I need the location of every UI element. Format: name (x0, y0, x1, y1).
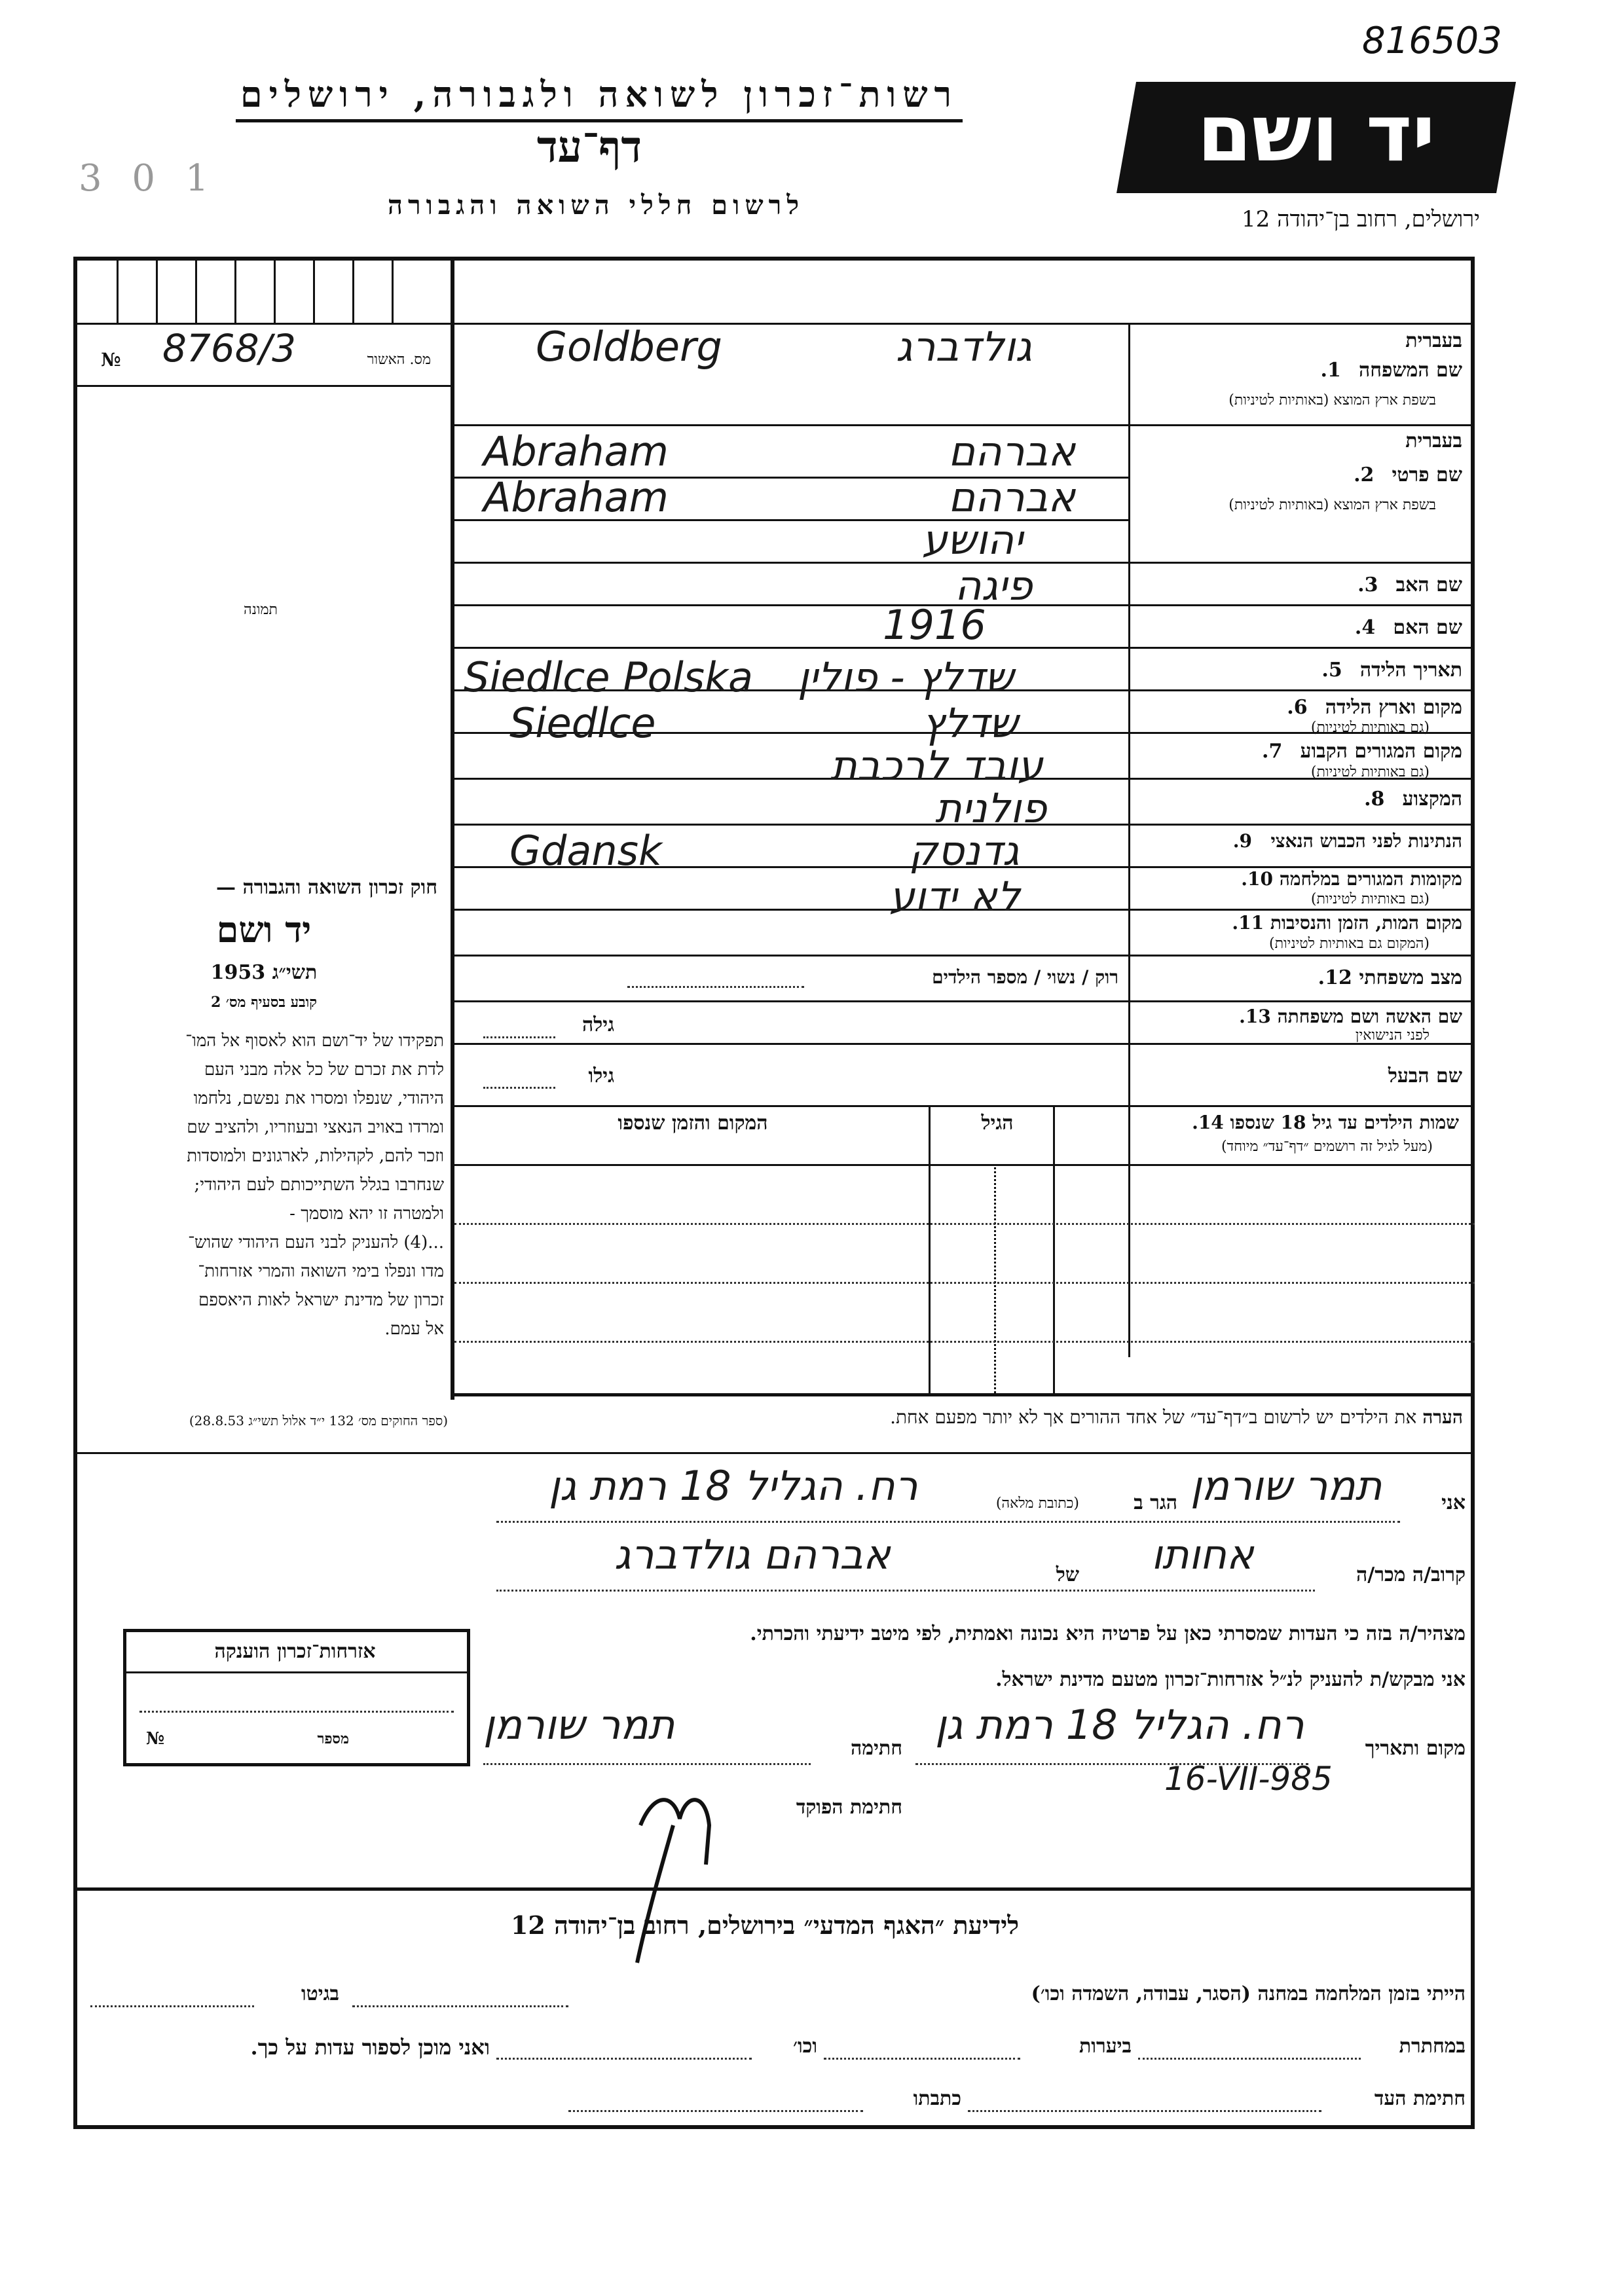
page-subtitle: לרשום חללי השואה והגבורה (387, 190, 805, 221)
footer-ghetto-label: בגיטו (301, 1982, 339, 2005)
law-title: חוק זכרון השואה והגבורה — (216, 876, 437, 899)
approval-no-sign: № (101, 349, 121, 371)
field-10-label: מקומות המגורים במלחמה 10. (1241, 868, 1462, 890)
marital-options: רוק / נשוי / מספר הילדים (932, 966, 1118, 988)
children-age-header: הגיל (981, 1112, 1014, 1135)
declarant-signature: תמר שורמן (483, 1701, 675, 1749)
wartime-residence-hebrew: גדנסק (909, 827, 1020, 875)
law-source: (ספר החוקים מס׳ 132 י״ד אלול תשי״ג 28.8.53) (189, 1413, 448, 1429)
relation-value: אחותו (1151, 1531, 1254, 1578)
declarant-name: תמר שורמן (1190, 1462, 1382, 1510)
field-13-sub: לפני הנישואין (1355, 1027, 1430, 1044)
law-clause: קובע בסעיף מס׳ 2 (210, 994, 318, 1011)
field-1-sub: בשפת ארץ המוצא (באותיות לטיניות) (1228, 392, 1436, 409)
page-title: דף־עד (536, 121, 642, 172)
place-date-label: מקום ותאריך (1365, 1737, 1466, 1760)
approval-number: 8768/3 (162, 326, 297, 371)
declaration-statement: מצהיר/ה בזה כי העדות שמסרתי כאן על פרטיה היא נכונה ואמתית, לפי מיטב ידיעתי והכרתי. (750, 1622, 1466, 1645)
husband-age-label: גילו (588, 1065, 614, 1087)
children-place-header: המקום והזמן שנספו (618, 1112, 768, 1135)
first-name-latin: Abraham (483, 428, 669, 475)
birthplace-latin: Siedlce Polska (464, 653, 753, 701)
footer-etc-label: וכו׳ (793, 2035, 817, 2058)
authority-heading: רשות־זכרון לשואה ולגבורה, ירושלים (236, 73, 963, 122)
declarant-address: רח. הגליל 18 רמת גן (549, 1462, 918, 1510)
field-10-sub: (גם באותיות לטיניות) (1310, 891, 1430, 907)
signature-label: חתימה (851, 1737, 902, 1760)
footer-testimony-label: ואני מוכן לספור עדות על כך. (250, 2035, 490, 2060)
field-7-label: מקום המגורים הקבוע 7. (1262, 740, 1462, 763)
field-14-label: שמות הילדים עד גיל 18 שנספו 14. (1192, 1112, 1459, 1133)
date-value: 16-VII-985 (1164, 1760, 1333, 1798)
footer-underground-label: במחתרת (1399, 2035, 1466, 2058)
victim-name: אברהם גולדברג (614, 1531, 891, 1578)
wife-age-label: גילה (581, 1013, 614, 1036)
field-4-label: שם האם 4. (1354, 616, 1462, 639)
field-9-label: הנתינות לפני הכבוש הנאצי 9. (1232, 830, 1462, 852)
residing-label: הגר ב (1134, 1491, 1177, 1514)
footer-forests-label: ביערות (1079, 2035, 1132, 2058)
testimony-form (73, 257, 1475, 2129)
citizenship-title: אזרחות־זכרון הוענקה (214, 1640, 376, 1663)
first-name-hebrew: אברהם (948, 428, 1075, 475)
father-name: יהושע (922, 516, 1024, 564)
husband-label: שם הבעל (1388, 1065, 1462, 1087)
field-3-label: שם האב 3. (1357, 574, 1462, 596)
residence-latin: Siedlce (509, 699, 656, 747)
children-note: הערה את הילדים יש לרשום ב״דף־עד״ של אחד ההורים אך לא יותר מפעם אחת. (890, 1406, 1463, 1428)
photo-label: תמונה (244, 602, 278, 618)
law-name: יד ושם (216, 909, 312, 951)
institution-address: ירושלים, רחוב בן־יהודה 12 (1242, 206, 1480, 232)
approval-label: מס. האשור (367, 352, 431, 368)
law-year: תשי״ג 1953 (210, 961, 318, 984)
of-label: של (1056, 1563, 1079, 1586)
field-5-label: תאריך הלידה 5. (1321, 659, 1462, 682)
field-2-hebrew-tag: בעברית (1405, 429, 1462, 452)
field-6-sub: (גם באותיות לטיניות) (1310, 720, 1430, 736)
residence-hebrew: שדלץ (922, 699, 1018, 747)
field-8-label: המקצוע 8. (1364, 788, 1462, 811)
footer-address-label: כתבתו (913, 2087, 961, 2110)
first-name-hebrew-2: אברהם (948, 473, 1075, 521)
footer-witness-signature-label: חתימת העד (1374, 2087, 1466, 2110)
first-name-latin-2: Abraham (483, 473, 669, 521)
field-13-label: שם האשה ושם משפחתה 13. (1239, 1006, 1462, 1027)
field-1-hebrew-tag: בעברית (1405, 329, 1462, 352)
birthplace-hebrew: שדלץ - פולין (798, 653, 1014, 701)
law-text: תפקידו של יד־ושם הוא לאסוף אל המו־ לדת את זכרם של כל אלה מבני העם היהודי, שנפלו ומסרו את נפשם, נלחמו ומרדו באויב הנאצי ובעוזריו, ולהציב שם וזכר להם, לקהילות, לארגונים ולמוסדות שנחרבו בגלל השתייכותם לעם היהודי; ולמטרה זו יהא מוסמך - ...(4) להעניק לבני העם היהודי שהוש־ מדו ונפלו בימי השואה והמרי אזרחות־ זכרון של מדינת ישראל לאות היאספם אל עמם. (185, 1031, 444, 1339)
birth-date: 1916 (883, 601, 986, 649)
field-2-label: שם פרטי 2. (1354, 464, 1462, 486)
residing-sub: (כתובת מלאה) (995, 1495, 1079, 1512)
surname-latin: Goldberg (536, 323, 722, 371)
declaration-request: אני מבקש/ת להעניק לנ״ל אזרחות־זכרון מטעם מדינת ישראל. (995, 1668, 1466, 1691)
field-2-sub: בשפת ארץ המוצא (באותיות לטיניות) (1228, 497, 1436, 513)
death-place: לא ידוע (889, 873, 1020, 920)
surname-hebrew: גולדברג (896, 323, 1032, 371)
archive-stamp: 3 0 1 (79, 157, 218, 200)
field-12-label: מצב משפחתי 12. (1318, 966, 1462, 989)
footer-camp-label: הייתי בזמן המלחמה במחנה (הסגר, עבודה, השמדה וכו׳) (1031, 1982, 1466, 2005)
mother-name: פיגה (955, 562, 1033, 610)
place-value: רח. הגליל 18 רמת גן (935, 1701, 1304, 1749)
wartime-residence-latin: Gdansk (509, 827, 662, 875)
field-11-label: מקום המות, הזמן והנסיבות 11. (1232, 912, 1462, 934)
nationality: פולנית (935, 784, 1047, 832)
field-11-sub: (המקום גם באותיות לטיניות) (1269, 936, 1430, 952)
relation-label: קרוב/ה מכר/ה (1356, 1563, 1466, 1586)
field-14-sub: (מעל לגיל זה רושמים ״דף־עד״ מיוחד) (1221, 1139, 1433, 1155)
footer-title: לידיעת ״האגף המדעי״ בירושלים, רחוב בן־יהודה 12 (510, 1910, 1020, 1940)
field-7-sub: (גם באותיות לטיניות) (1310, 764, 1430, 780)
citizenship-box (123, 1629, 470, 1766)
logo-text: יד ושם (1197, 88, 1435, 179)
field-1-label: שם המשפחה 1. (1320, 359, 1462, 382)
citizenship-no-sign: № (146, 1729, 165, 1749)
reference-number: 816503 (1362, 20, 1502, 62)
field-6-label: מקום וארץ הלידה 6. (1287, 696, 1462, 719)
declarant-label: אני (1441, 1491, 1466, 1514)
officer-signature-label: חתימת הפוקד (796, 1796, 902, 1819)
citizenship-number-label: מספר (317, 1730, 349, 1747)
occupation: עובד לרכבת (830, 742, 1043, 790)
